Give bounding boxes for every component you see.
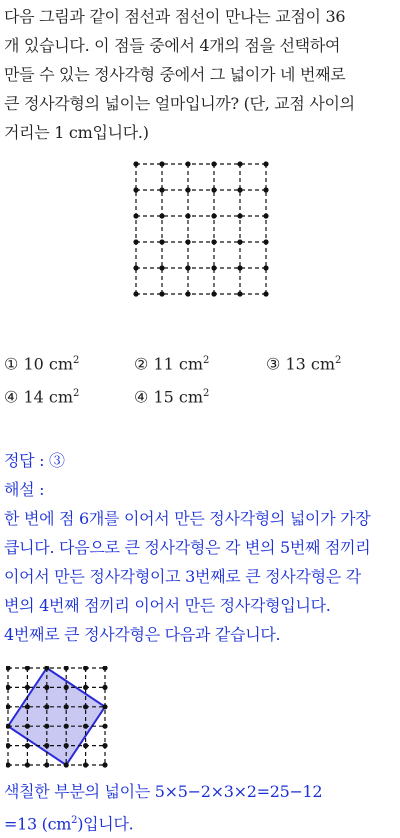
question-line: 거리는 1 cm입니다.) [4, 123, 149, 142]
final-line-2: =13 $(cm^2)$입니다. [4, 814, 134, 834]
explanation-line: 한 변에 점 6개를 이어서 만든 정사각형의 넓이가 가장 [4, 509, 371, 528]
grid-dot [25, 666, 30, 671]
grid-dot [263, 187, 268, 192]
grid-dot [102, 762, 107, 767]
grid-dot [185, 291, 190, 296]
question-line: 큰 정사각형의 넓이는 얼마입니까? (단, 교점 사이의 [4, 94, 355, 113]
grid-dot [25, 743, 30, 748]
grid-dot [185, 187, 190, 192]
grid-dot [159, 187, 164, 192]
choice-marker: ④ [134, 387, 149, 407]
grid-dot [263, 213, 268, 218]
grid-dot [237, 239, 242, 244]
grid-dot [25, 704, 30, 709]
choice-marker: ③ [266, 354, 281, 374]
grid-dot [185, 213, 190, 218]
choice-exponent: 2 [203, 388, 210, 399]
grid-dot [211, 213, 216, 218]
grid-dot [237, 291, 242, 296]
grid-dot [159, 239, 164, 244]
grid-dot [185, 239, 190, 244]
grid-dot [133, 291, 138, 296]
grid-dot [133, 161, 138, 166]
grid-dot [83, 666, 88, 671]
grid-dot [263, 239, 268, 244]
grid-dot [102, 743, 107, 748]
grid-dot [44, 685, 49, 690]
dot-grid-figure [128, 156, 272, 300]
explanation-line: 큽니다. 다음으로 큰 정사각형은 각 변의 5번째 점끼리 [4, 538, 371, 557]
choice-4[interactable] [4, 377, 79, 413]
explanation-line: 이어서 만든 정사각형이고 3번째로 큰 정사각형은 각 [4, 567, 361, 586]
grid-dot [159, 291, 164, 296]
grid-dot [25, 762, 30, 767]
grid-dot [211, 239, 216, 244]
grid-dot [25, 685, 30, 690]
grid-dot [102, 704, 107, 709]
grid-dot [237, 187, 242, 192]
grid-dot [83, 743, 88, 748]
choice-3[interactable] [266, 344, 341, 380]
grid-dot [83, 762, 88, 767]
grid-dot [83, 724, 88, 729]
question-text [4, 2, 396, 147]
explanation-label: 해설 : [4, 480, 45, 499]
grid-dot [64, 762, 69, 767]
grid-dot [263, 291, 268, 296]
grid-dot [237, 213, 242, 218]
grid-dot [44, 724, 49, 729]
explanation-line: 변의 4번째 점끼리 이어서 만든 정사각형입니다. [4, 596, 331, 615]
answer-label: 정답 : ③ [4, 451, 65, 470]
question-line: 다음 그림과 같이 점선과 점선이 만나는 교점이 36 [4, 7, 346, 26]
choice-5[interactable] [134, 377, 209, 413]
grid-dot [64, 724, 69, 729]
choice-exponent: 2 [335, 355, 342, 366]
grid-dot [6, 704, 11, 709]
grid-dot [102, 666, 107, 671]
grid-dot [6, 762, 11, 767]
question-line: 만들 수 있는 정사각형 중에서 그 넓이가 네 번째로 [4, 65, 346, 84]
grid-dot [133, 213, 138, 218]
choice-value: 11 cm [153, 354, 204, 374]
grid-dot [185, 265, 190, 270]
grid-dot [159, 161, 164, 166]
grid-dot [237, 265, 242, 270]
question-line: 개 있습니다. 이 점들 중에서 4개의 점을 선택하여 [4, 36, 341, 55]
explanation-line: 4번째로 큰 정사각형은 다음과 같습니다. [4, 625, 281, 644]
grid-dot [211, 265, 216, 270]
choice-value: 10 cm [23, 354, 74, 374]
grid-dot [44, 762, 49, 767]
choice-2[interactable] [134, 344, 209, 380]
shaded-square-figure [6, 666, 108, 768]
grid-dot [25, 724, 30, 729]
grid-dot [159, 265, 164, 270]
grid-dot [211, 291, 216, 296]
choice-value: 15 cm [153, 387, 204, 407]
grid-dot [83, 704, 88, 709]
grid-dot [133, 187, 138, 192]
choice-exponent: 2 [73, 355, 80, 366]
choice-marker: ④ [4, 387, 19, 407]
grid-dot [159, 213, 164, 218]
grid-dot [44, 704, 49, 709]
choice-value: 13 cm [285, 354, 336, 374]
grid-dot [6, 666, 11, 671]
final-line-1: 색칠한 부분의 넓이는 5×5−2×3×2=25−12 [4, 782, 323, 801]
grid-dot [64, 743, 69, 748]
grid-dot [211, 187, 216, 192]
choice-marker: ② [134, 354, 149, 374]
grid-dot [44, 743, 49, 748]
grid-dot [263, 265, 268, 270]
solution-section [4, 446, 398, 649]
grid-dot [64, 666, 69, 671]
grid-dot [64, 685, 69, 690]
final-computation [4, 777, 398, 838]
grid-dot [211, 161, 216, 166]
grid-dot [237, 161, 242, 166]
choice-exponent: 2 [73, 388, 80, 399]
choice-marker: ① [4, 354, 19, 374]
grid-dot [133, 239, 138, 244]
grid-dot [133, 265, 138, 270]
grid-dot [64, 704, 69, 709]
grid-dot [102, 685, 107, 690]
grid-dot [83, 685, 88, 690]
grid-dot [102, 724, 107, 729]
choice-value: 14 cm [23, 387, 74, 407]
grid-dot [6, 685, 11, 690]
grid-dot [6, 743, 11, 748]
choice-exponent: 2 [203, 355, 210, 366]
shaded-square [8, 668, 105, 765]
grid-dot [263, 161, 268, 166]
choice-1[interactable] [4, 344, 79, 380]
grid-dot [185, 161, 190, 166]
